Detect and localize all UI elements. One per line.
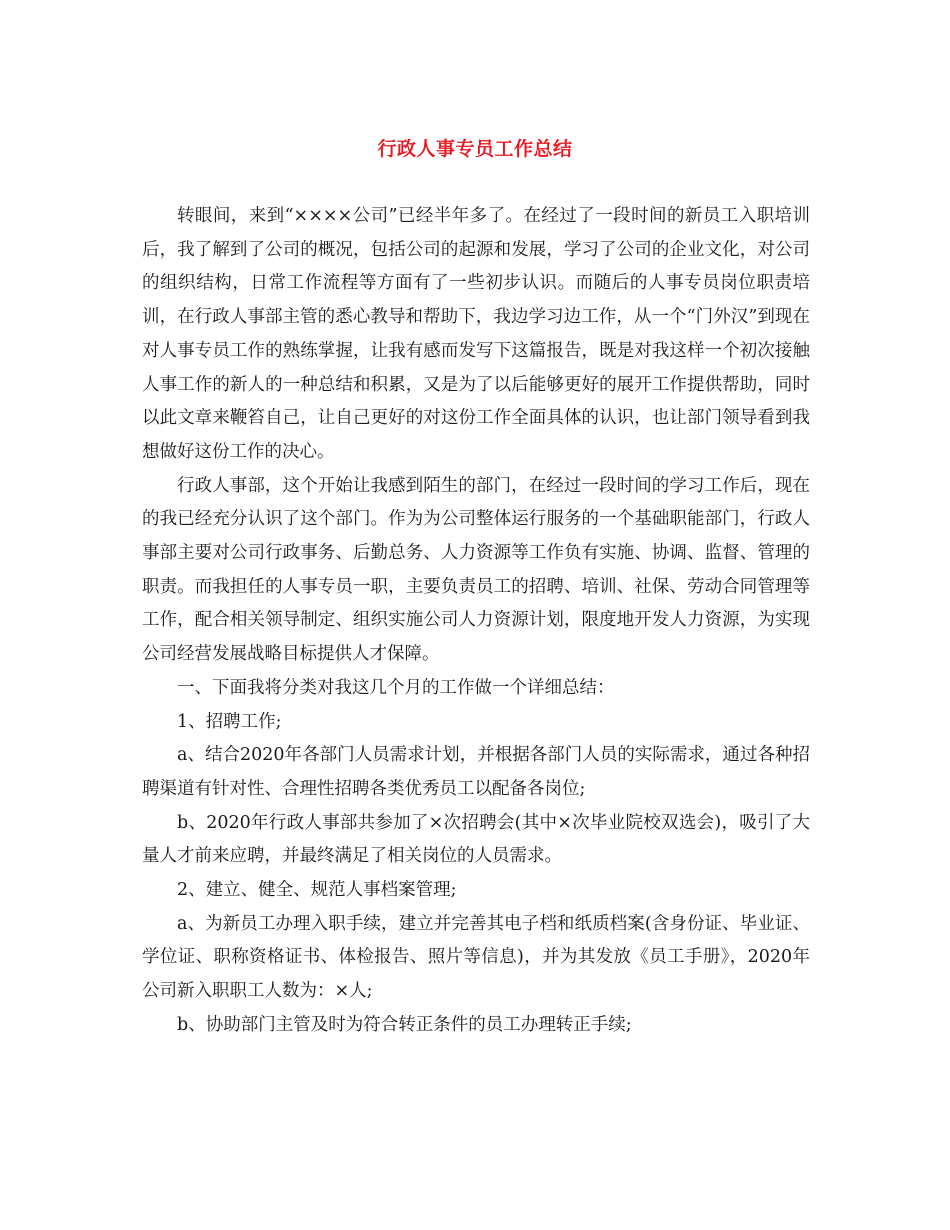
list-item-archives-b: b、协助部门主管及时为符合转正条件的员工办理转正手续; xyxy=(177,1014,632,1035)
list-item-recruitment-a: a、结合2020年各部门人员需求计划，并根据各部门人员的实际需求，通过各种招聘渠道有针对性、合理性招聘各类优秀员工以配备各岗位; xyxy=(142,745,810,799)
paragraph-intro: 转眼间，来到“××××公司”已经半年多了。在经过了一段时间的新员工入职培训后，我了解到了公司的概况，包括公司的起源和发展，学习了公司的企业文化，对公司的组织结构，日常工作流程等方面有了一些初步认识。而随后的人事专员岗位职责培训，在行政人事部主管的悉心教导和帮助下，我边学习边工作，从一个“门外汉”到现在对人事专员工作的熟练掌握，让我有感而发写下这篇报告，既是对我这样一个初次接触人事工作的新人的一种总结和积累，又是为了以后能够更好的展开工作提供帮助，同时以此文章来鞭笞自己，让自己更好的对这份工作全面具体的认识，也让部门领导看到我想做好这份工作的决心。 xyxy=(142,206,810,462)
document-title: 行政人事专员工作总结 xyxy=(377,138,573,160)
subheading-recruitment: 1、招聘工作; xyxy=(177,711,282,732)
paragraph-department: 行政人事部，这个开始让我感到陌生的部门，在经过一段时间的学习工作后，现在的我已经充分认识了这个部门。作为为公司整体运行服务的一个基础职能部门，行政人事部主要对公司行政事务、后勤总务、人力资源等工作负有实施、协调、监督、管理的职责。而我担任的人事专员一职，主要负责员工的招聘、培训、社保、劳动合同管理等工作，配合相关领导制定、组织实施公司人力资源计划，限度地开发人力资源，为实现公司经营发展战略目标提供人才保障。 xyxy=(142,475,810,665)
document-body xyxy=(142,200,810,1043)
list-item-recruitment-b: b、2020年行政人事部共参加了×次招聘会(其中×次毕业院校双选会)，吸引了大量人才前来应聘，并最终满足了相关岗位的人员需求。 xyxy=(142,812,810,867)
list-item-archives-a: a、为新员工办理入职手续，建立并完善其电子档和纸质档案(含身份证、毕业证、学位证、职称资格证书、体检报告、照片等信息)，并为其发放《员工手册》，2020年公司新入职职工人数为：×人; xyxy=(142,913,810,1002)
section-heading-summary: 一、下面我将分类对我这几个月的工作做一个详细总结： xyxy=(177,677,615,698)
subheading-archives: 2、建立、健全、规范人事档案管理; xyxy=(177,880,457,901)
